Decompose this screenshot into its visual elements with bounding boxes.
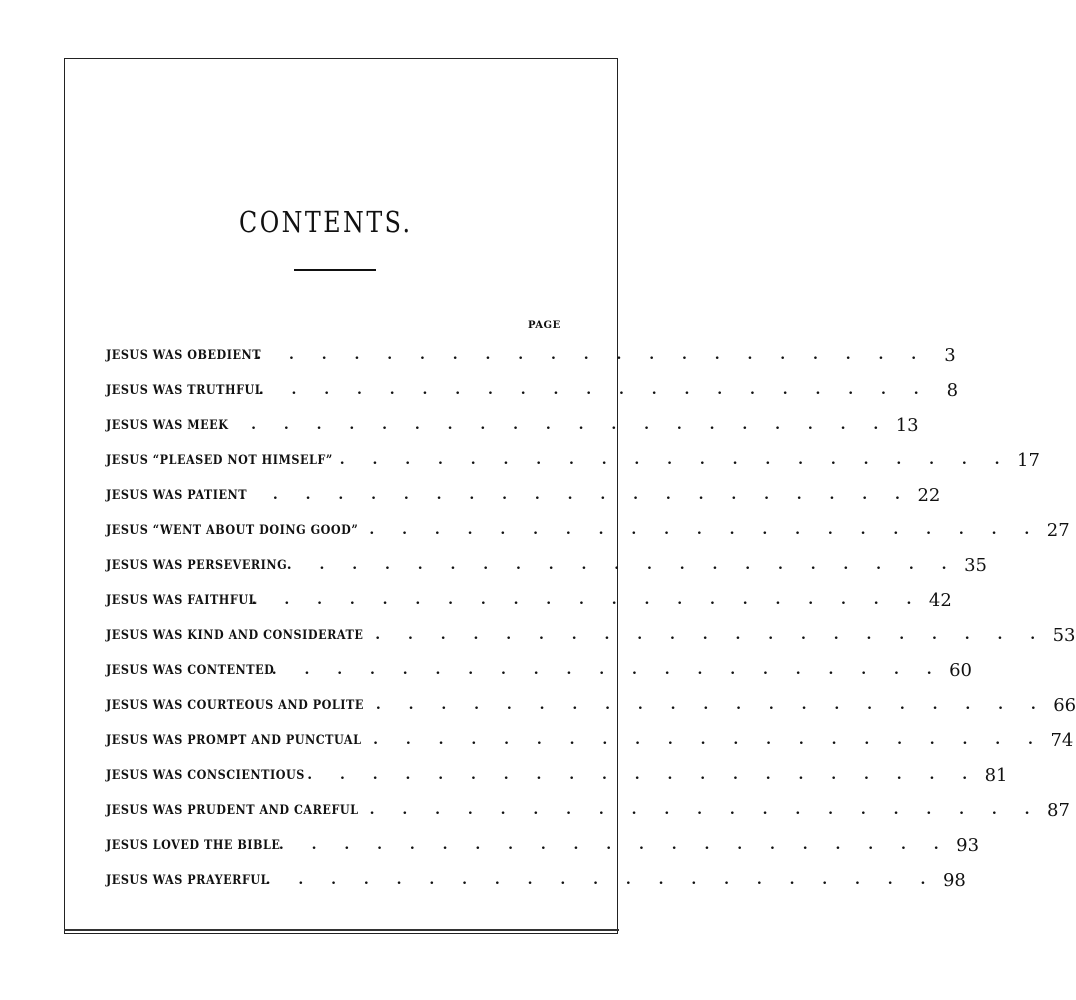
toc-entry-title: JESUS WAS FAITHFUL [106, 593, 257, 608]
toc-entry-title: JESUS WAS OBEDIENT [106, 348, 262, 363]
contents-title: CONTENTS. [239, 205, 413, 240]
toc-entry[interactable] [106, 404, 919, 439]
toc-entry[interactable] [106, 719, 1074, 754]
toc-entry[interactable] [106, 859, 966, 894]
toc-entry-title: JESUS WAS CONTENTED [106, 663, 275, 678]
toc-entry[interactable] [106, 334, 956, 369]
toc-dot-leader: . . . . . . . . . . . . . . . . . . . . . [240, 487, 912, 503]
toc-entry-title: JESUS WAS TRUTHFUL [106, 383, 264, 398]
page-border-bottom-rule [64, 929, 619, 935]
toc-entry-title: JESUS WAS PERSEVERING [106, 558, 288, 573]
toc-entry[interactable] [106, 579, 952, 614]
toc-entry-page: 3 [944, 345, 956, 366]
toc-entry-title: JESUS WAS PROMPT AND PUNCTUAL [106, 733, 362, 748]
toc-entry[interactable] [106, 544, 987, 579]
toc-entry-page: 66 [1053, 695, 1076, 716]
toc-entry[interactable] [106, 509, 1070, 544]
toc-dot-leader: . . . . . . . . . . . . . . . . . . . . . [375, 697, 1048, 713]
toc-dot-leader: . . . . . . . . . . . . . . . . . . . . . [265, 872, 937, 888]
toc-entry-title: JESUS WAS CONSCIENTIOUS [106, 768, 305, 783]
toc-entry-page: 13 [895, 415, 919, 436]
toc-dot-leader: . . . . . . . . . . . . . . . . . . . . . [256, 347, 928, 363]
toc-dot-leader: . . . . . . . . . . . . . . . . . . . . . [369, 802, 1042, 818]
toc-entry[interactable] [106, 789, 1070, 824]
toc-dot-leader: . . . . . . . . . . . . . . . . . . . . . [258, 382, 931, 398]
toc-entry[interactable] [106, 649, 972, 684]
toc-entry[interactable] [106, 684, 1076, 719]
toc-entry-page: 81 [984, 765, 1008, 786]
toc-dot-leader: . . . . . . . . . . . . . . . . . . . . . [339, 452, 1012, 468]
toc-entry[interactable] [106, 824, 980, 859]
toc-entry-title: JESUS “PLEASED NOT HIMSELF” [106, 453, 333, 468]
toc-entry-page: 98 [942, 870, 966, 891]
toc-entry-title: JESUS “WENT ABOUT DOING GOOD” [106, 523, 359, 538]
title-underline-rule [294, 269, 376, 271]
toc-entry-page: 74 [1050, 730, 1074, 751]
toc-entry-title: JESUS WAS PATIENT [106, 488, 248, 503]
toc-dot-leader: . . . . . . . . . . . . . . . . . . . . . [218, 417, 890, 433]
toc-entry-page: 8 [946, 380, 959, 401]
toc-entry-page: 87 [1047, 800, 1070, 821]
toc-entry-title: JESUS WAS PRUDENT AND CAREFUL [106, 803, 359, 818]
toc-entry-title: JESUS WAS COURTEOUS AND POLITE [106, 698, 364, 713]
toc-entry-page: 22 [917, 485, 941, 506]
toc-dot-leader: . . . . . . . . . . . . . . . . . . . . . [271, 662, 944, 678]
toc-entry-page: 60 [949, 660, 972, 681]
toc-dot-leader: . . . . . . . . . . . . . . . . . . . . . [375, 627, 1047, 643]
toc-dot-leader: . . . . . . . . . . . . . . . . . . . . . [286, 557, 959, 573]
toc-entry-page: 53 [1052, 625, 1076, 646]
toc-dot-leader: . . . . . . . . . . . . . . . . . . . . . [369, 522, 1041, 538]
toc-entry[interactable] [106, 614, 1076, 649]
toc-entry[interactable] [106, 439, 1040, 474]
toc-dot-leader: . . . . . . . . . . . . . . . . . . . . . [307, 767, 979, 783]
toc-entry-page: 42 [928, 590, 952, 611]
page-column-heading: PAGE [528, 320, 561, 331]
toc-entry-page: 93 [956, 835, 980, 856]
toc-entry[interactable] [106, 474, 941, 509]
table-of-contents [106, 334, 1076, 894]
toc-dot-leader: . . . . . . . . . . . . . . . . . . . . . [373, 732, 1045, 748]
toc-entry-title: JESUS LOVED THE BIBLE [106, 838, 281, 853]
toc-entry[interactable] [106, 369, 959, 404]
toc-entry[interactable] [106, 754, 1008, 789]
toc-entry-title: JESUS WAS MEEK [106, 418, 229, 433]
toc-entry-page: 27 [1046, 520, 1070, 541]
toc-entry-page: 17 [1017, 450, 1040, 471]
toc-entry-page: 35 [964, 555, 987, 576]
toc-entry-title: JESUS WAS KIND AND CONSIDERATE [106, 628, 364, 643]
toc-dot-leader: . . . . . . . . . . . . . . . . . . . . . [278, 837, 951, 853]
toc-dot-leader: . . . . . . . . . . . . . . . . . . . . . [251, 592, 923, 608]
toc-entry-title: JESUS WAS PRAYERFUL [106, 873, 270, 888]
